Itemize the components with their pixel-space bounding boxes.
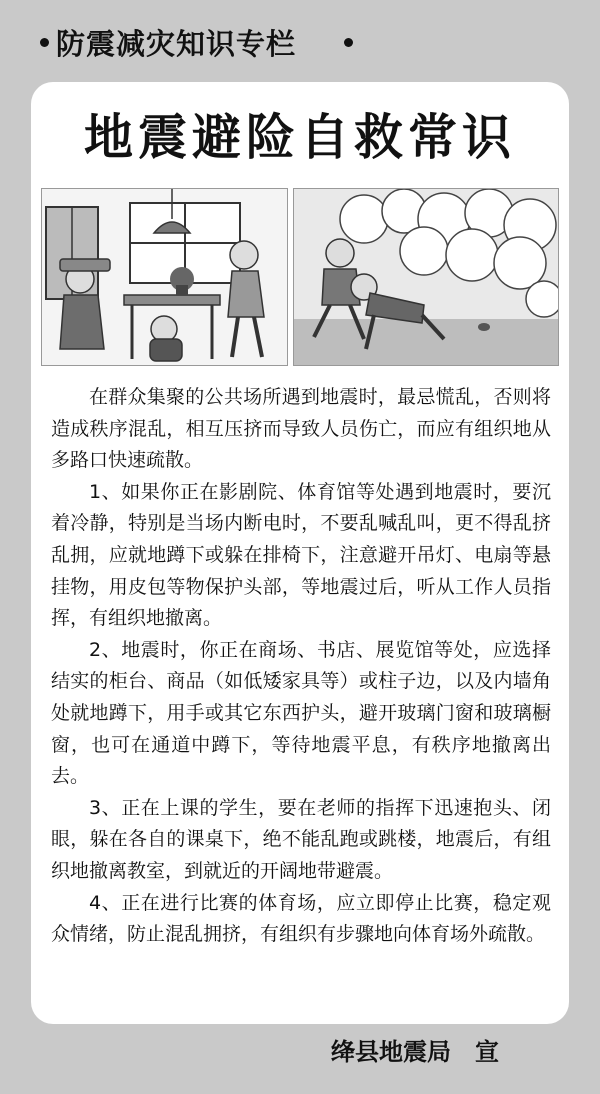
- paragraph-school: 3、正在上课的学生，要在老师的指挥下迅速抱头、闭眼，躲在各自的课桌下，绝不能乱跑或跳楼，地震后，有组织地撤离教室，到就近的开阔地带避震。: [51, 796, 551, 882]
- indoor-earthquake-illustration: [41, 188, 288, 366]
- paragraph-stadium: 4、正在进行比赛的体育场，应立即停止比赛，稳定观众情绪，防止混乱拥挤，有组织有步骤地向体育场外疏散。: [51, 891, 551, 946]
- section-title: 防震减灾知识专栏: [56, 27, 297, 61]
- paragraph-cinema: 1、如果你正在影剧院、体育馆等处遇到地震时，要沉着冷静，特别是当场内断电时，不要乱喊乱叫，更不得乱挤乱拥，应就地蹲下或躲在排椅下，注意避开吊灯、电扇等悬挂物，用皮包等物保护头部，等地震过后，听从工作人员指挥，有组织地撤离。: [51, 480, 551, 630]
- paragraph-intro: 在群众集聚的公共场所遇到地震时，最忌慌乱，否则将造成秩序混乱，相互压挤而导致人员伤亡，而应有组织地从多路口快速疏散。: [51, 386, 551, 472]
- bullet-dot-left: [40, 38, 49, 47]
- section-header: [0, 24, 600, 68]
- poster-title: 地震避险自救常识: [83, 109, 516, 166]
- issuer-signature: 绛县地震局 宣: [331, 1038, 499, 1066]
- article-body: [51, 382, 551, 951]
- content-card: [31, 82, 569, 1024]
- paragraph-mall: 2、地震时，你正在商场、书店、展览馆等处，应选择结实的柜台、商品（如低矮家具等）或柱子边，以及内墙角处就地蹲下，用手或其它东西护头，避开玻璃门窗和玻璃橱窗，也可在通道中蹲下，等待地震平息，有秩序地撤离出去。: [51, 638, 551, 788]
- bullet-dot-right: [344, 38, 353, 47]
- rubble-rescue-illustration: [293, 188, 559, 366]
